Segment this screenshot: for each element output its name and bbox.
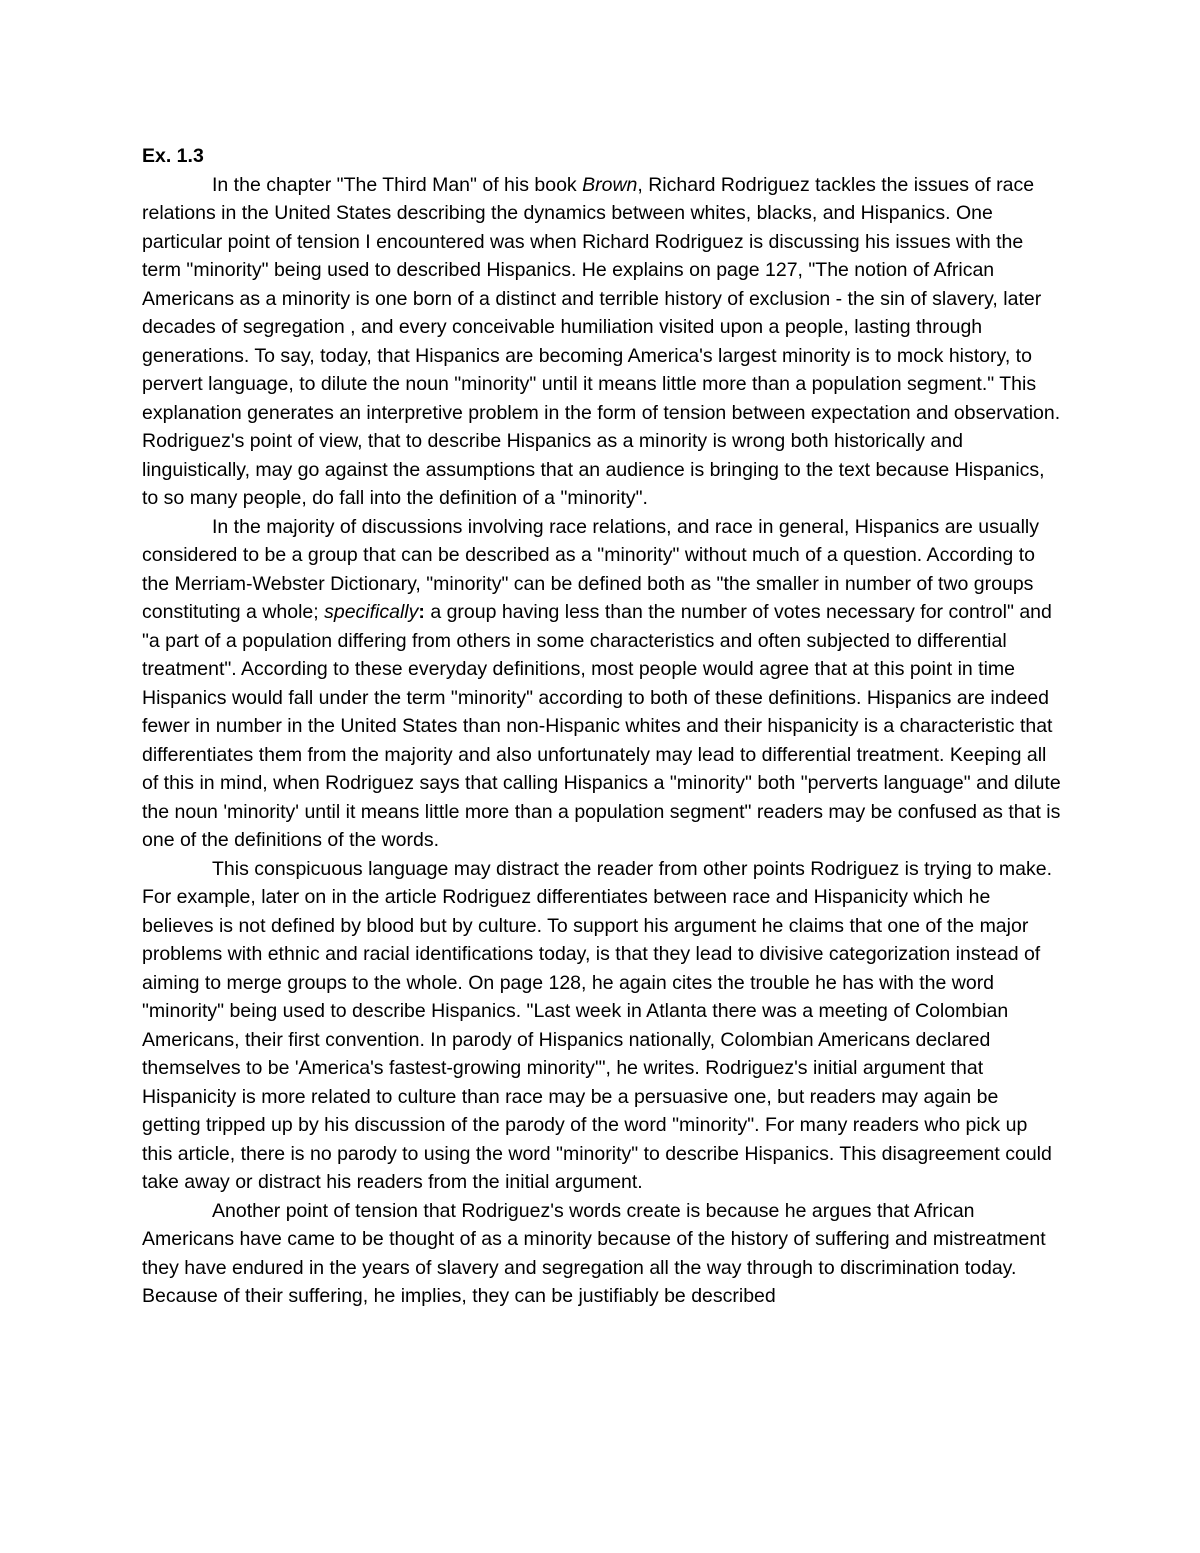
paragraph-1-text-b: , Richard Rodriguez tackles the issues of race relations in the United States describing the dynamics between whites, blacks, and Hispanics. One particular point of tension I encountered was when Richard Rodriguez is discussing his issues with the term "minority" being used to described Hispanics. He explains on page 127, "The notion of African Americans as a minority is one born of a distinct and terrible history of exclusion - the sin of slavery, later decades of segregation , and every conceivable humiliation visited upon a people, lasting through generations. To say, today, that Hispanics are becoming America's largest minority is to mock history, to pervert language, to dilute the noun "minority" until it means little more than a population segment." This explanation generates an interpretive problem in the form of tension between expectation and observation. Rodriguez's point of view, that to describe Hispanics as a minority is wrong both historically and linguistically, may go against the assumptions that an audience is bringing to the text because Hispanics, to so many people, do fall into the definition of a "minority".: [142, 173, 1061, 509]
paragraph-4: Another point of tension that Rodriguez's words create is because he argues that African Americans have came to be thought of as a minority because of the history of suffering and mistreatment they have endured in the years of slavery and segregation all the way through to discrimination today. Because of their suffering, he implies, they can be justifiably be described: [142, 1199, 1046, 1307]
paragraph-1: [142, 171, 1062, 513]
paragraph-2: [142, 513, 1062, 855]
italic-specifically: specifically: [324, 601, 419, 623]
paragraph-2-text-b: a group having less than the number of votes necessary for control" and "a part of a population differing from others in some characteristics and often subjected to differential treatment". According to these everyday definitions, most people would agree that at this point in time Hispanics would fall under the term "minority" according to both of these definitions. Hispanics are indeed fewer in number in the United States than non-Hispanic whites and their hispanicity is a characteristic that differentiates them from the majority and also unfortunately may lead to differential treatment. Keeping all of this in mind, when Rodriguez says that calling Hispanics a "minority" both "perverts language" and dilute the noun 'minority' until it means little more than a population segment" readers may be confused as that is one of the definitions of the words.: [142, 601, 1061, 851]
bold-colon: :: [418, 601, 425, 623]
book-title: Brown: [582, 173, 638, 196]
paragraph-2-text-a: In the majority of discussions involving race relations, and race in general, Hispanics are usually considered to be a group that can be described as a "minority" without much of a question. According to the Merriam-Webster Dictionary, "minority" can be defined both as "the smaller in number of two groups constituting a whole;: [142, 515, 1039, 623]
paragraph-1-text-a: In the chapter "The Third Man" of his book: [212, 173, 583, 196]
paragraph-3: This conspicuous language may distract the reader from other points Rodriguez is trying to make. For example, later on in the article Rodriguez differentiates between race and Hispanicity which he believes is not defined by blood but by culture. To support his argument he claims that one of the major problems with ethnic and racial identifications today, is that they lead to divisive categorization instead of aiming to merge groups to the whole. On page 128, he again cites the trouble he has with the word "minority" being used to describe Hispanics. "Last week in Atlanta there was a meeting of Colombian Americans, their first convention. In parody of Hispanics nationally, Colombian Americans declared themselves to be 'America's fastest-growing minority'", he writes. Rodriguez's initial argument that Hispanicity is more related to culture than race may be a persuasive one, but readers may again be getting tripped up by his discussion of the parody of the word "minority". For many readers who pick up this article, there is no parody to using the word "minority" to describe Hispanics. This disagreement could take away or distract his readers from the initial argument.: [142, 857, 1052, 1193]
exercise-heading: Ex. 1.3: [142, 145, 204, 167]
document-body: [142, 142, 1062, 1311]
